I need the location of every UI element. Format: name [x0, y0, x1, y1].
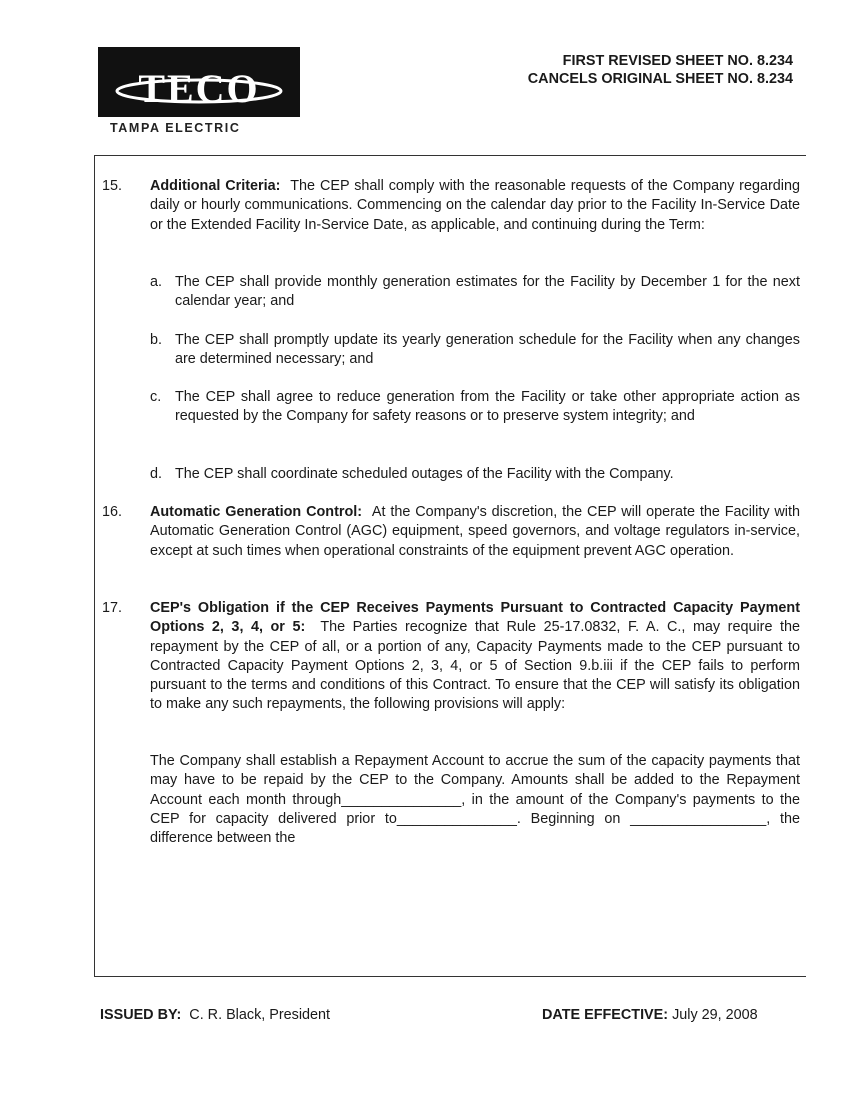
cancels-sheet-number: CANCELS ORIGINAL SHEET NO. 8.234 [527, 71, 793, 87]
subitem-d [150, 465, 800, 484]
subitem-c [150, 388, 800, 427]
svg-text:TECO: TECO [138, 66, 260, 111]
sheet-header [528, 52, 793, 88]
section-title: CEP's Obligation if the CEP Receives Payments Pursuant to Contracted Capacity Payment Options 2, 3, 4, or 5: [150, 600, 800, 636]
subitem-text: The CEP shall agree to reduce generation from the Facility or take other appropriate action as requested by the Company for safety reasons or to preserve system integrity; and [175, 389, 800, 425]
date-effective-value: July 29, 2008 [672, 1007, 758, 1023]
subitem-text: The CEP shall provide monthly generation estimates for the Facility by December 1 for the next calendar year; and [175, 274, 800, 310]
subitem-letter: c. [150, 389, 162, 405]
section-number: 15. [102, 178, 123, 194]
issued-by-label: ISSUED BY: [100, 1007, 182, 1023]
issued-by-value: C. R. Black, President [189, 1007, 331, 1023]
section-17 [102, 599, 800, 715]
logo-subtitle: TAMPA ELECTRIC [110, 121, 241, 135]
section-body: The Parties recognize that Rule 25-17.0832, F. A. C., may require the repayment by the CEP of all, or a portion of any, Capacity Payments made to the CEP pursuant to Contracted Capacity Payment Options 2, 3, 4, or 5 of Section 9.b.iii if the CEP fails to perform pursuant to the terms and conditions of this Contract. To ensure that the CEP will satisfy its obligation to make any such repayments, the following provisions will apply: [150, 619, 801, 713]
date-effective [542, 1007, 758, 1023]
teco-logo-mark [98, 47, 300, 117]
date-effective-label: DATE EFFECTIVE: [542, 1007, 669, 1023]
repayment-account-paragraph: The Company shall establish a Repayment Account to accrue the sum of the capacity payments that may have to be repaid by the CEP to the Company. Amounts shall be added to the Repayment Account each month through_______________, in the amount of the Company's payments to the CEP for capacity delivered prior to_______________. Beginning on _________________, the difference between the [150, 753, 800, 847]
subitem-text: The CEP shall coordinate scheduled outages of the Facility with the Company. [175, 466, 674, 482]
sheet-number: FIRST REVISED SHEET NO. 8.234 [562, 53, 793, 69]
teco-logo [98, 47, 300, 117]
section-number: 16. [102, 504, 123, 520]
subitem-letter: b. [150, 332, 163, 348]
section-text [150, 177, 800, 235]
section-number: 17. [102, 600, 123, 616]
subitem-b [150, 331, 800, 370]
section-title: Additional Criteria: [150, 178, 281, 194]
subitem-letter: a. [150, 274, 163, 290]
subitem-text: The CEP shall promptly update its yearly generation schedule for the Facility when any changes are determined necessary; and [175, 332, 800, 368]
section-15 [102, 177, 800, 235]
section-text [150, 503, 800, 561]
subitem-a [150, 273, 800, 312]
section-body: At the Company's discretion, the CEP will operate the Facility with Automatic Generation Control (AGC) equipment, speed governors, and voltage regulators in-service, except at such times when operational constraints of the equipment prevent AGC operation. [150, 504, 800, 559]
subitem-letter: d. [150, 466, 163, 482]
section-text [150, 599, 800, 715]
section-body: The CEP shall comply with the reasonable requests of the Company regarding daily or hourly communications. Commencing on the calendar day prior to the Facility In-Service Date or the Extended Facility In-Service Date, as applicable, and continuing during the Term: [150, 178, 800, 233]
section-16 [102, 503, 800, 561]
section-title: Automatic Generation Control: [150, 504, 363, 520]
issued-by [100, 1007, 330, 1023]
